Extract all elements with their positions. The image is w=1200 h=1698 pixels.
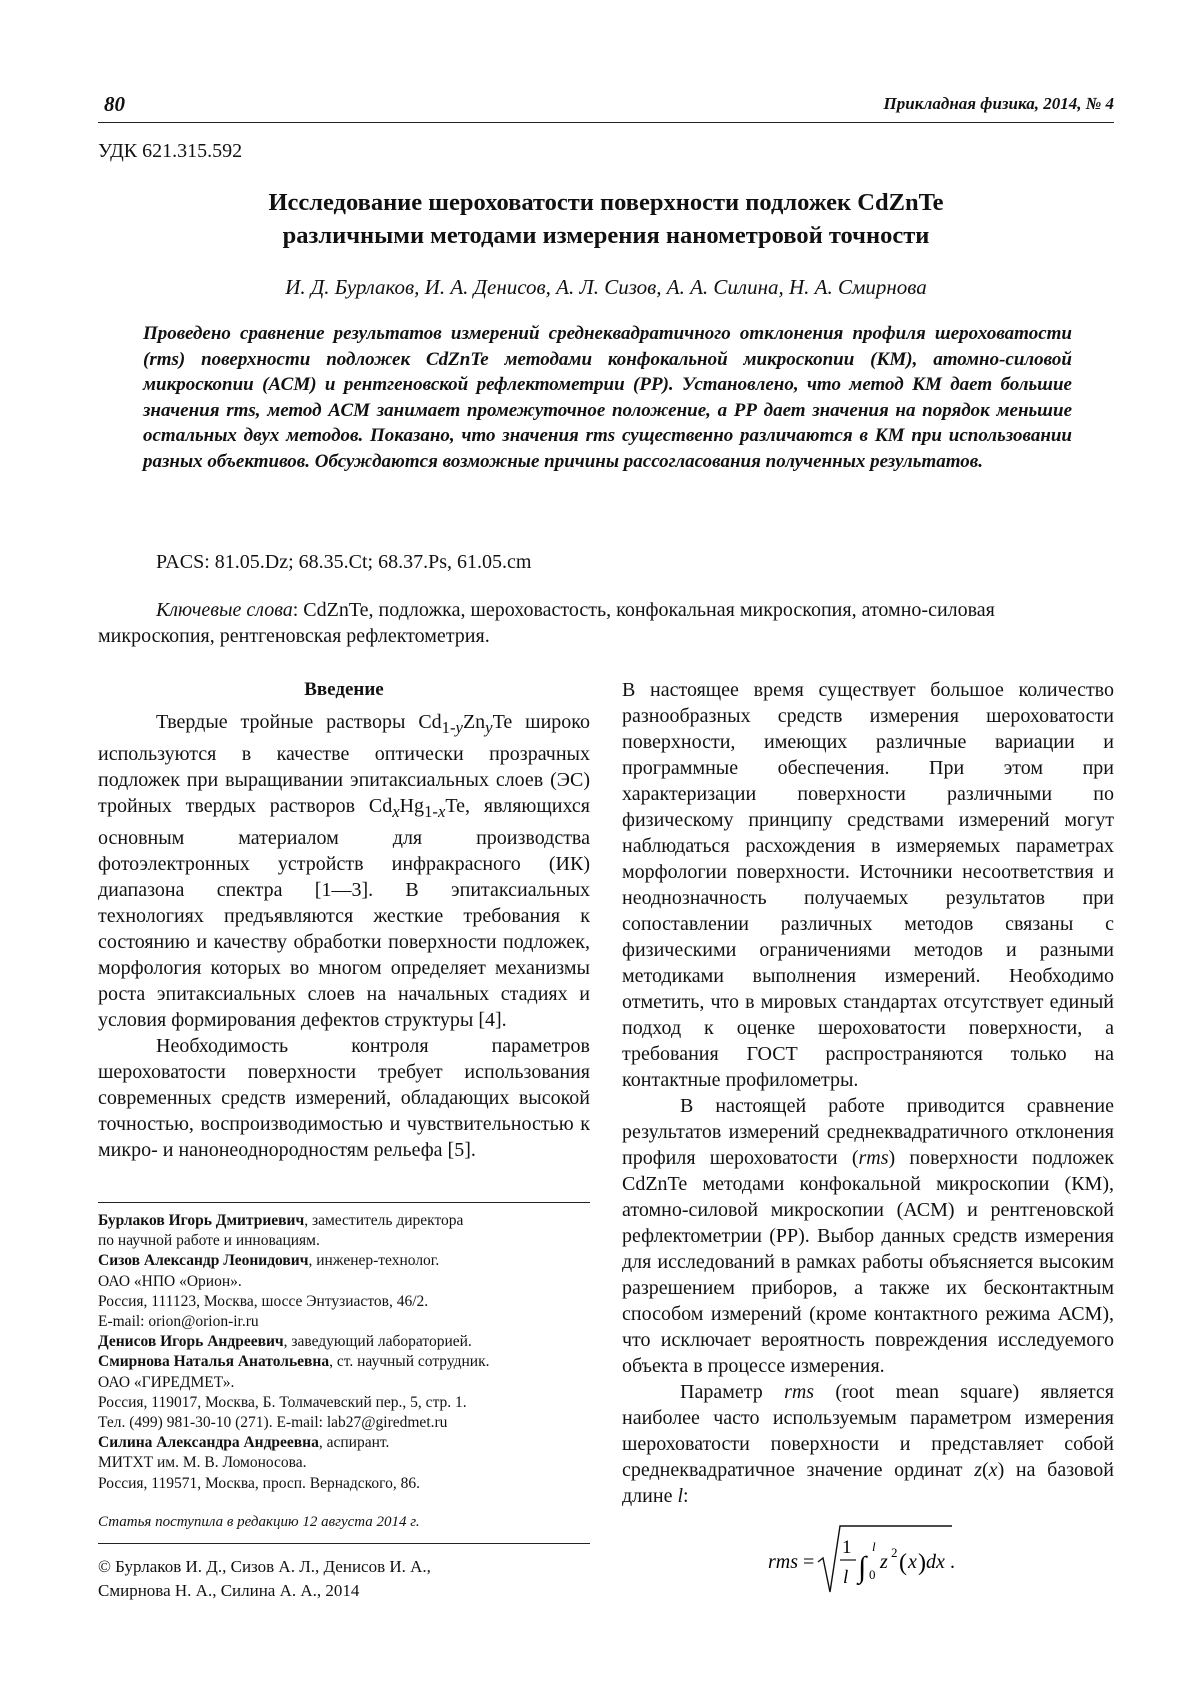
author-name: Денисов Игорь Андреевич bbox=[98, 1333, 284, 1351]
abstract: Проведено сравнение результатов измерений среднеквадратичного отклонения профиля шероховатости (rms) поверхности подложек CdZnTe методами конфокальной микроскопии (КМ), атомно-силовой микроскопии (АСМ) и рентгеновской рефлектометрии (РР). Установлено, что метод КМ дает большие значения rms, метод АСМ занимает промежуточное положение, а РР дает значения на порядок меньшие остальных двух методов. Показано, что значения rms существенно различаются в КМ при использовании разных объективов. Обсуждаются возможные причины рассогласования полученных результатов. bbox=[143, 323, 1072, 472]
author-name: Бурлаков Игорь Дмитриевич bbox=[98, 1212, 305, 1229]
paren-close: ) bbox=[918, 1550, 926, 1576]
int-upper: l bbox=[872, 1539, 876, 1554]
intro-paragraph-2: Необходимость контроля параметров шероховатости поверхности требует использования современных средств измерений, обладающих высокой точностью, воспроизводимостью и чувствительностью к микро- и нанонеоднородностям рельефа [5]. bbox=[98, 1035, 590, 1161]
intro-paragraph-1: Твердые тройные растворы $Cd_{1-y}Zn_yTe$ широко используются в качестве оптически прозрачных подложек при выращивании эпитаксиальных слоев (ЭС) тройных твердых растворов $Cd_xHg_{1-x}Te$, являющихся основным материалом для производства фотоэлектронных устройств инфракрасного (ИК) диапазона спектра [1—3]. В эпитаксиальных технологиях предъявляются жесткие требования к состоянию и качеству обработки поверхности подложек, морфология которых во многом определяет механизмы роста эпитаксиальных слоев на начальных стадиях и условия формирования дефектов структуры [4]. bbox=[98, 711, 590, 1031]
affiliation-text: , ст. научный сотрудник. bbox=[329, 1353, 490, 1371]
affiliation-text: по научной работе и инновациям. bbox=[98, 1232, 320, 1250]
affiliation-text: МИТХТ им. М. В. Ломоносова. bbox=[98, 1454, 307, 1472]
affiliation-text: , заместитель директора bbox=[304, 1212, 464, 1229]
formula-sq: 2 bbox=[891, 1545, 898, 1560]
affiliation-text: Россия, 111123, Москва, шоссе Энтузиастов, 46/2. bbox=[98, 1292, 429, 1310]
author-name: Силина Александра Андреевна bbox=[98, 1434, 319, 1452]
paren-open: ( bbox=[899, 1550, 907, 1576]
formula-one: 1 bbox=[842, 1537, 852, 1558]
formula-equals: = bbox=[803, 1551, 815, 1573]
affiliation-text: Тел. (499) 981-30-10 (271). E-mail: lab27@giredmet.ru bbox=[98, 1414, 448, 1432]
copyright-line-2: Смирнова Н. А., Силина А. А., 2014 bbox=[98, 1581, 360, 1600]
page-number: 80 bbox=[104, 92, 125, 116]
affiliation-text: , аспирант. bbox=[318, 1434, 390, 1452]
section-title: Введение bbox=[304, 679, 384, 700]
copyright-line-1: © Бурлаков И. Д., Сизов А. Л., Денисов И. А., bbox=[98, 1557, 431, 1576]
formula-lhs: rms bbox=[768, 1551, 799, 1573]
title-line-1: Исследование шероховатости поверхности подложек CdZnTe bbox=[268, 189, 944, 216]
affiliation-text: Россия, 119017, Москва, Б. Толмачевский пер., 5, стр. 1. bbox=[98, 1393, 467, 1411]
affiliation-text: ОАО «ГИРЕДМЕТ». bbox=[98, 1373, 235, 1391]
formula-period: . bbox=[950, 1551, 955, 1573]
formula-z: z bbox=[880, 1551, 888, 1573]
body-paragraph-2: В настоящей работе приводится сравнение результатов измерений среднеквадратичного отклонения профиля шероховатости (rms) поверхности подложек CdZnTe методами конфокальной микроскопии (КМ), атомно-силовой микроскопии (АСМ) и рентгеновской рефлектометрии (РР). Выбор данных средств измерения для исследований в рамках работы объясняется высоким разрешением приборов, а также их бесконтактным способом измерений (кроме контактного режима АСМ), что исключает вероятность повреждения исследуемого объекта в процессе измерения. bbox=[622, 1095, 1114, 1377]
affiliation-text: Россия, 119571, Москва, просп. Вернадского, 86. bbox=[98, 1474, 421, 1492]
affiliation-text: E-mail: orion@orion-ir.ru bbox=[98, 1313, 259, 1331]
udk-code: УДК 621.315.592 bbox=[98, 140, 243, 162]
title-line-2: различными методами измерения нанометровой точности bbox=[282, 222, 930, 249]
keywords-text: : CdZnTe, подложка, шероховастость, конфокальная микроскопия, атомно-силовая микроскопия, рентгеновская рефлектометрия. bbox=[98, 599, 995, 647]
formula-dx: dx bbox=[926, 1551, 945, 1573]
author-name: Смирнова Наталья Анатольевна bbox=[98, 1353, 330, 1371]
int-lower: 0 bbox=[869, 1567, 876, 1582]
formula-x: x bbox=[908, 1551, 917, 1573]
journal-title: Прикладная физика, 2014, № 4 bbox=[883, 94, 1114, 113]
received-date: Статья поступила в редакцию 12 августа 2014 г. bbox=[98, 1514, 420, 1530]
keywords-label: Ключевые слова bbox=[156, 599, 293, 621]
pacs-codes: PACS: 81.05.Dz; 68.35.Ct; 68.37.Ps, 61.05.cm bbox=[156, 551, 532, 573]
affiliation-text: , инженер-технолог. bbox=[308, 1252, 440, 1270]
author-list: И. Д. Бурлаков, И. А. Денисов, А. Л. Сизов, А. А. Силина, Н. А. Смирнова bbox=[285, 275, 927, 299]
affiliation-text: ОАО «НПО «Орион». bbox=[98, 1272, 242, 1290]
integral-sign: ∫ bbox=[858, 1551, 867, 1584]
body-paragraph-1: В настоящее время существует большое количество разнообразных средств измерения шероховатости поверхности, имеющих различные вариации и программные обеспечения. При этом при характеризации поверхности различными по физическому принципу средствами измерений могут наблюдаться расхождения в измеряемых параметрах морфологии поверхности. Источники несоответствия и неоднозначность получаемых результатов при сопоставлении различных методов связаны с физическими ограничениями методов и разными методиками выполнения измерений. Необходимо отметить, что в мировых стандартах отсутствует единый подход к оценке шероховатости поверхности, а требования ГОСТ распространяются только на контактные профилометры. bbox=[622, 679, 1114, 1091]
author-name: Сизов Александр Леонидович bbox=[98, 1252, 309, 1270]
affiliation-text: , заведующий лабораторией. bbox=[283, 1333, 472, 1351]
formula-l: l bbox=[843, 1567, 849, 1588]
body-paragraph-3: Параметр rms (root mean square) является наиболее часто используемым параметром измерения шероховатости поверхности и представляет собой среднеквадратичное значение ординат z(x) на базовой длине l: bbox=[622, 1381, 1114, 1507]
